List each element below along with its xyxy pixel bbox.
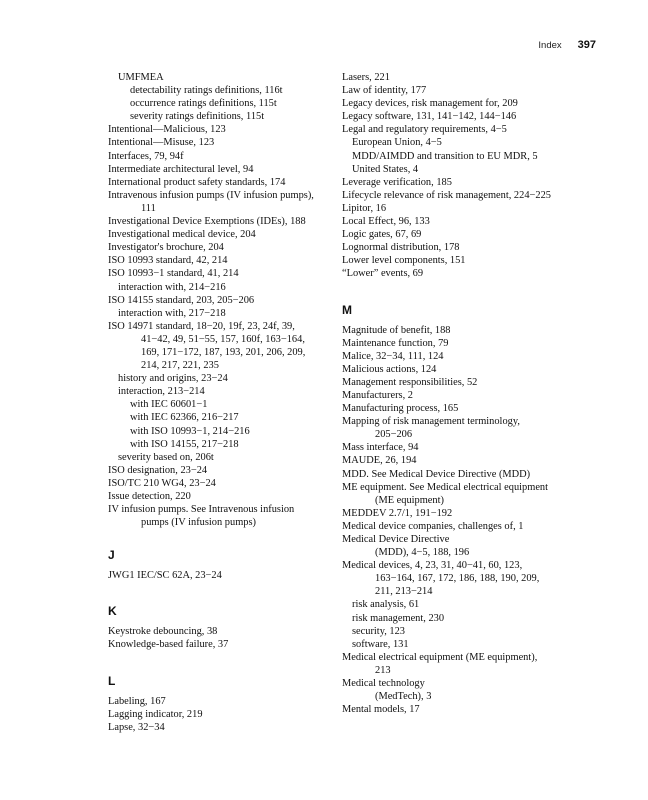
index-entry: pumps (IV infusion pumps) [141,517,256,529]
index-entry: Legacy devices, risk management for, 209 [342,98,518,110]
index-column-left [108,71,338,734]
index-entry: ME equipment. See Medical electrical equipment [342,481,549,493]
index-entry: risk analysis, 61 [352,599,420,611]
index-entry: Medical device companies, challenges of, 1 [342,520,524,532]
index-entry: International product safety standards, 174 [108,176,286,188]
index-entry: 213 [375,664,391,676]
index-entry: ISO/TC 210 WG4, 23−24 [108,477,216,489]
index-entry: UMFMEA [118,72,164,83]
entries-l-continued-group [342,71,592,281]
index-entry: severity ratings definitions, 115t [130,111,265,123]
index-entry: (MDD), 4−5, 188, 196 [375,547,470,559]
index-entry: Lifecycle relevance of risk management, 224−225 [342,189,551,201]
index-entry: Malicious actions, 124 [342,363,437,375]
index-entry: interaction, 213−214 [118,386,205,398]
index-entry: ISO 14971 standard, 18−20, 19f, 23, 24f, 39, [108,320,295,332]
index-entry: United States, 4 [352,163,419,175]
section-heading-j: J [108,548,115,563]
entries-k-group [108,625,338,651]
index-entry: 111 [141,202,156,214]
index-entry: Manufacturers, 2 [342,389,413,401]
index-entry: ISO 10993 standard, 42, 214 [108,255,228,267]
section-heading-m: M [342,302,352,317]
index-entry: 214, 217, 221, 235 [141,360,219,372]
index-entry: 41−42, 49, 51−55, 157, 160f, 163−164, [141,333,305,345]
index-entry: Legal and regulatory requirements, 4−5 [342,124,507,136]
index-entry: Investigational Device Exemptions (IDEs), 188 [108,216,306,228]
running-header [538,39,596,55]
index-entry: 211, 213−214 [375,586,433,598]
index-entry: Interfaces, 79, 94f [108,150,184,162]
entries-u-group [108,71,338,123]
index-entry: with ISO 14155, 217−218 [130,438,239,450]
index-entry: Investigational medical device, 204 [108,229,256,241]
index-entry: 163−164, 167, 172, 186, 188, 190, 209, [375,573,540,585]
index-entry: with ISO 10993−1, 214−216 [130,425,250,437]
header-section-label: Index [538,40,562,51]
index-entry: Logic gates, 67, 69 [342,229,422,241]
index-entry: Issue detection, 220 [108,491,191,502]
index-entry: Manufacturing process, 165 [342,403,459,415]
index-entry: risk management, 230 [352,612,445,624]
index-entry: MEDDEV 2.7/1, 191−192 [342,507,453,519]
index-entry: Mapping of risk management terminology, [342,416,520,428]
entries-m-group [342,324,592,717]
index-entry: with IEC 60601−1 [130,399,208,411]
entries-l-group [108,695,338,734]
index-entry: Lasers, 221 [342,72,390,83]
index-entry: Intravenous infusion pumps (IV infusion pumps), [108,189,314,201]
section-heading-k: K [108,604,117,619]
index-entry: Magnitude of benefit, 188 [342,324,451,336]
index-entry: Law of identity, 177 [342,85,427,97]
index-entry: ISO designation, 23−24 [108,464,208,476]
index-entry: ISO 10993−1 standard, 41, 214 [108,268,239,280]
index-entry: ISO 14155 standard, 203, 205−206 [108,294,255,306]
index-entry: Medical technology [342,678,425,690]
index-entry: Labeling, 167 [108,695,166,707]
index-entry: Maintenance function, 79 [342,337,449,349]
index-entry: Leverage verification, 185 [342,176,452,188]
index-entry: Lower level components, 151 [342,255,466,267]
index-entry: Malice, 32−34, 111, 124 [342,350,444,362]
index-column-right [342,71,592,716]
index-entry: Intermediate architectural level, 94 [108,163,254,175]
entries-j-group [108,569,338,582]
index-entry: Medical devices, 4, 23, 31, 40−41, 60, 123, [342,560,523,572]
index-entry: Medical electrical equipment (ME equipment), [342,651,538,663]
index-entry: (MedTech), 3 [375,691,432,703]
index-entry: MAUDE, 26, 194 [342,455,417,467]
index-entry: Mental models, 17 [342,704,420,716]
index-entry: JWG1 IEC/SC 62A, 23−24 [108,570,222,582]
index-entry: security, 123 [352,625,405,637]
index-entry: Medical Device Directive [342,534,450,545]
index-entry: Lipitor, 16 [342,202,387,214]
entries-i-group [108,123,338,529]
index-entry: interaction with, 214−216 [118,281,226,293]
index-entry: Management responsibilities, 52 [342,376,478,388]
index-entry: Intentional—Malicious, 123 [108,124,226,136]
index-entry: interaction with, 217−218 [118,307,226,319]
index-entry: Keystroke debouncing, 38 [108,626,218,638]
page-number: 397 [577,39,596,51]
index-entry: Lapse, 32−34 [108,721,165,733]
index-entry: Lagging indicator, 219 [108,708,203,720]
index-entry: occurrence ratings definitions, 115t [130,98,277,110]
index-entry: Lognormal distribution, 178 [342,242,460,254]
index-entry: European Union, 4−5 [352,137,442,149]
index-entry: Intentional—Misuse, 123 [108,137,215,149]
index-entry: IV infusion pumps. See Intravenous infusion [108,504,295,516]
index-entry: MDD/AIMDD and transition to EU MDR, 5 [352,150,538,162]
section-heading-l: L [108,673,116,688]
index-entry: 205−206 [375,429,413,441]
index-entry: MDD. See Medical Device Directive (MDD) [342,468,531,480]
index-entry: 169, 171−172, 187, 193, 201, 206, 209, [141,346,306,358]
index-entry: Knowledge-based failure, 37 [108,639,229,651]
index-entry: (ME equipment) [375,494,444,506]
index-entry: “Lower” events, 69 [342,268,424,280]
index-entry: Local Effect, 96, 133 [342,216,430,228]
index-entry: Legacy software, 131, 141−142, 144−146 [342,111,517,123]
index-entry: severity based on, 206t [118,451,214,463]
index-entry: Investigator's brochure, 204 [108,242,224,254]
index-entry: Mass interface, 94 [342,442,419,454]
index-entry: software, 131 [352,638,409,650]
index-entry: history and origins, 23−24 [118,373,228,385]
index-entry: with IEC 62366, 216−217 [130,412,239,424]
index-entry: detectability ratings definitions, 116t [130,85,283,97]
